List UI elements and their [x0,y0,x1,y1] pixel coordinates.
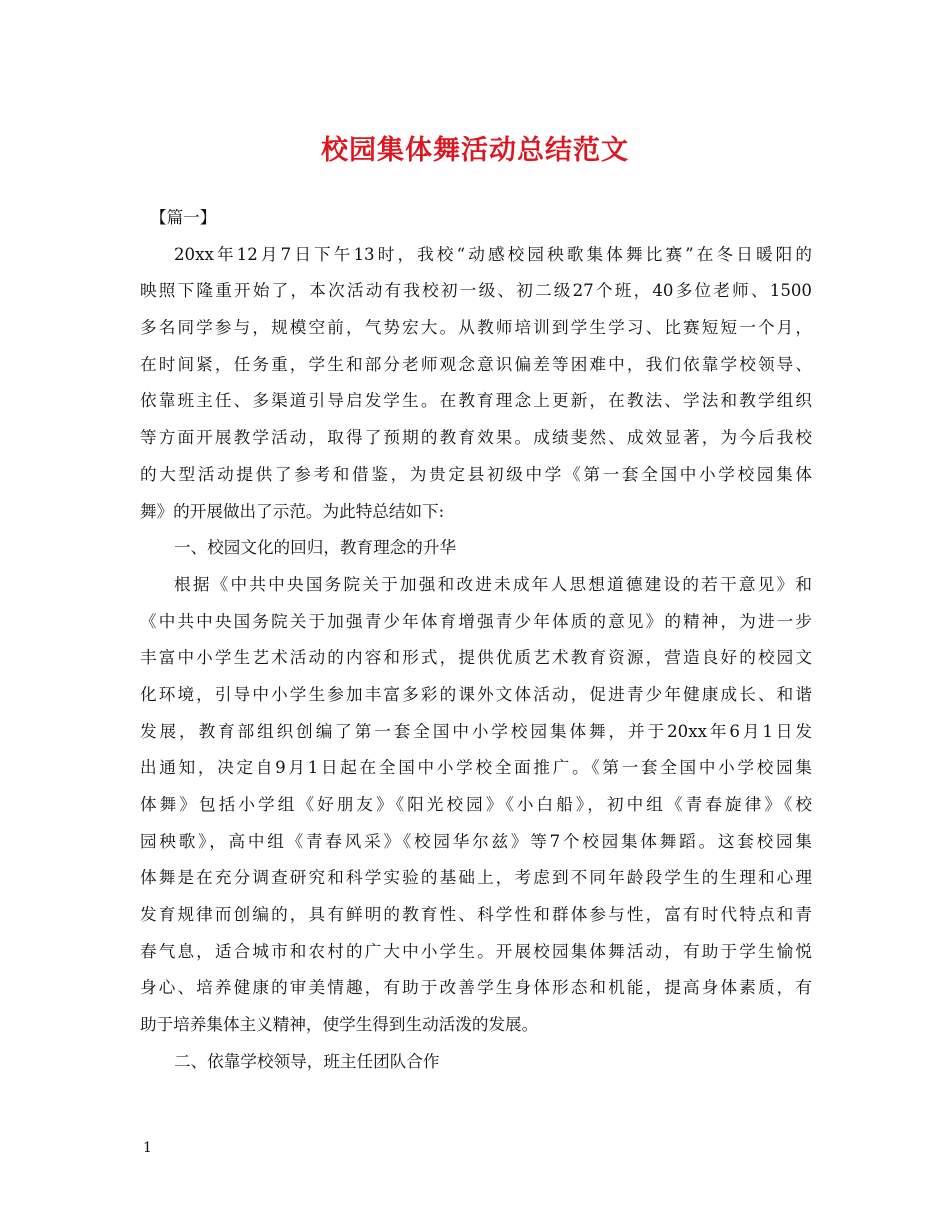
paragraph-line: 体舞》包括小学组《好朋友》《阳光校园》《小白船》，初中组《青春旋律》《校 [140,795,812,814]
paragraph-line: 体舞是在充分调查研究和科学实验的基础上，考虑到不同年龄段学生的生理和心理 [140,868,812,888]
page-number: 1 [143,1140,152,1156]
paragraph-line: 发育规律而创编的，具有鲜明的教育性、科学性和群体参与性，富有时代特点和青 [140,905,812,925]
paragraph-line: 发展，教育部组织创编了第一套全国中小学校园集体舞，并于20xx年6月1日发 [140,721,812,741]
section-label: 【篇一】 [150,208,217,227]
paragraph-line: 映照下隆重开始了，本次活动有我校初一级、初二级27个班，40多位老师、1500 [140,281,812,301]
document-title: 校园集体舞活动总结范文 [321,135,629,166]
paragraph-line: 身心、培养健康的审美情趣，有助于改善学生身体形态和机能，提高身体素质，有 [140,978,812,998]
paragraph-line: 园秧歌》，高中组《青春风采》《校园华尔兹》等7个校园集体舞蹈。这套校园集 [140,831,812,851]
document-body [140,200,812,1081]
paragraph-line: 助于培养集体主义精神，使学生得到生动活泼的发展。 [140,1015,539,1035]
paragraph-line: 20xx年12月7日下午13时，我校“动感校园秧歌集体舞比赛”在冬日暖阳的 [174,244,812,264]
paragraph-line: 舞》的开展做出了示范。为此特总结如下: [140,501,445,521]
section-heading: 一、校园文化的回归，教育理念的升华 [174,538,457,558]
paragraph-line: 根据《中共中央国务院关于加强和改进未成年人思想道德建设的若干意见》和 [174,574,812,594]
paragraph-line: 春气息，适合城市和农村的广大中小学生。开展校园集体舞活动，有助于学生愉悦 [140,941,812,961]
paragraph-line: 《中共中央国务院关于加强青少年体育增强青少年体质的意见》的精神，为进一步 [140,611,812,631]
paragraph-line: 出通知，决定自9月1日起在全国中小学校全面推广。《第一套全国中小学校园集 [140,758,812,778]
paragraph-line: 在时间紧，任务重，学生和部分老师观念意识偏差等困难中，我们依靠学校领导、 [140,354,812,374]
paragraph-line: 多名同学参与，规模空前，气势宏大。从教师培训到学生学习、比赛短短一个月， [140,318,812,338]
paragraph-line: 的大型活动提供了参考和借鉴，为贵定县初级中学《第一套全国中小学校园集体 [140,464,812,484]
section-heading: 二、依靠学校领导，班主任团队合作 [174,1051,440,1071]
paragraph-line: 等方面开展教学活动，取得了预期的教育效果。成绩斐然、成效显著，为今后我校 [140,428,812,448]
paragraph-line: 丰富中小学生艺术活动的内容和形式，提供优质艺术教育资源，营造良好的校园文 [140,648,812,668]
paragraph-line: 化环境，引导中小学生参加丰富多彩的课外文体活动，促进青少年健康成长、和谐 [140,684,812,704]
paragraph-line: 依靠班主任、多渠道引导启发学生。在教育理念上更新，在教法、学法和教学组织 [140,391,812,411]
